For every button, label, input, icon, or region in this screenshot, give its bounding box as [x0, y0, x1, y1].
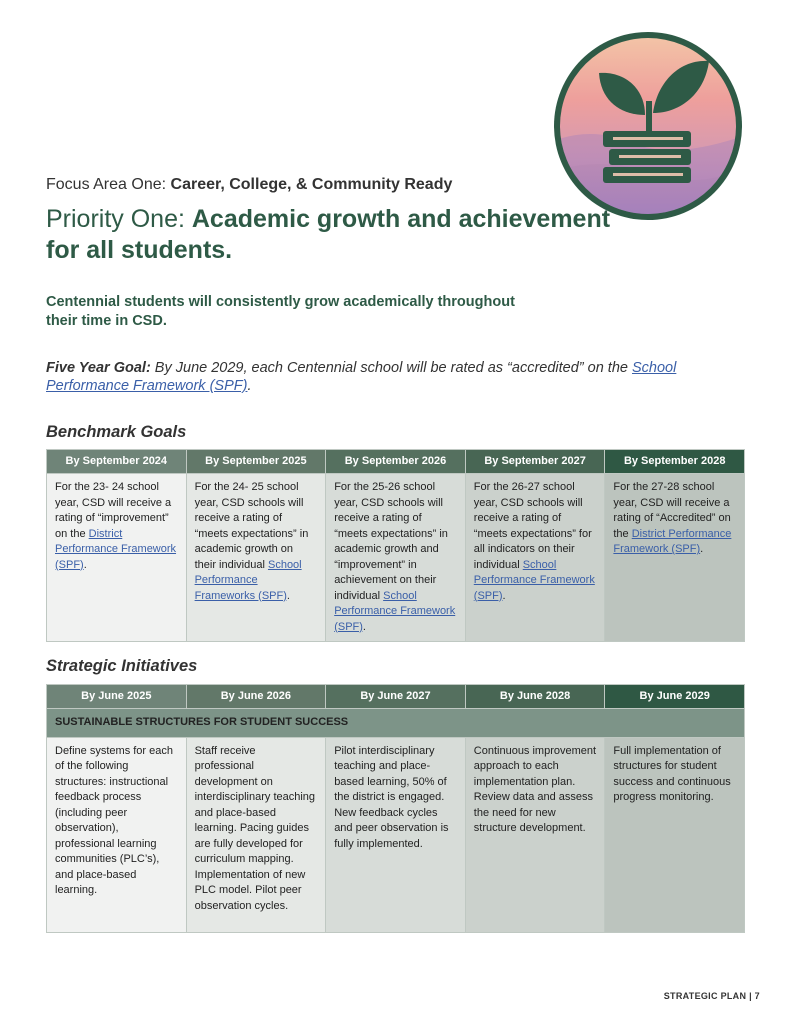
- benchmark-end: .: [83, 558, 87, 571]
- plant-books-emblem-icon: [553, 31, 743, 221]
- initiative-cell-2026: Staff receive professional development on interdisciplinary teaching and place-based learning. Pacing guides are fully developed for curriculum mapping. Implementation of new PLC model. Pilot peer observation cycles.: [186, 737, 326, 932]
- benchmark-end: .: [362, 620, 366, 633]
- initiative-header-2028: By June 2028: [465, 685, 605, 709]
- priority-title-line1: Academic growth and achievement: [191, 205, 611, 233]
- initiative-header-2029: By June 2029: [605, 685, 745, 709]
- benchmark-cell-2028: [605, 474, 745, 642]
- focus-area-title: Career, College, & Community Ready: [170, 176, 453, 193]
- initiative-header-2027: By June 2027: [326, 685, 466, 709]
- initiatives-heading: Strategic Initiatives: [46, 657, 198, 675]
- initiative-header-2025: By June 2025: [47, 685, 187, 709]
- benchmark-table: [46, 449, 745, 642]
- priority-title-line2: for all students.: [46, 236, 233, 264]
- benchmark-text: For the 25-26 school year, CSD schools will receive a rating of “meets expectations” in academic growth and “improvement” in achievement on their individual: [334, 481, 448, 602]
- benchmark-text: For the 26-27 school year, CSD schools will receive a rating of “meets expectations” for all indicators on their individual: [473, 481, 592, 571]
- benchmark-header-2027: By September 2027: [465, 450, 605, 474]
- focus-area-heading: [46, 176, 452, 194]
- spf-link[interactable]: School Performance Frameworks (SPF): [194, 558, 302, 602]
- focus-area-prefix: Focus Area One:: [46, 176, 171, 193]
- benchmark-header-2025: By September 2025: [186, 450, 326, 474]
- benchmark-cell-2026: [326, 474, 466, 642]
- benchmark-end: .: [502, 589, 506, 602]
- benchmark-text: For the 24- 25 school year, CSD schools will receive a rating of “meets expectations” in academic growth on their individual: [194, 481, 309, 571]
- spf-link[interactable]: School Performance Framework (SPF): [334, 589, 456, 633]
- dpf-link[interactable]: District Performance Framework (SPF): [55, 527, 177, 571]
- goal-label: Five Year Goal:: [46, 360, 151, 376]
- benchmark-header-2026: By September 2026: [326, 450, 466, 474]
- initiative-cell-2025: Define systems for each of the following structures: instructional feedback process (including peer observation), professional learning communities (PLC’s), and place-based learning.: [47, 737, 187, 932]
- priority-prefix: Priority One:: [46, 205, 192, 233]
- benchmark-cell-2024: [47, 474, 187, 642]
- initiatives-table: [46, 684, 745, 933]
- benchmark-cell-2027: [465, 474, 605, 642]
- five-year-goal: [46, 359, 746, 395]
- intro-statement: Centennial students will consistently grow academically throughout their time in CSD.: [46, 294, 515, 329]
- benchmark-header-2024: By September 2024: [47, 450, 187, 474]
- initiative-header-2026: By June 2026: [186, 685, 326, 709]
- spf-link[interactable]: School Performance Framework (SPF): [46, 360, 677, 394]
- initiative-band: SUSTAINABLE STRUCTURES FOR STUDENT SUCCESS: [47, 709, 745, 738]
- spf-link[interactable]: School Performance Framework (SPF): [473, 558, 595, 602]
- initiative-cell-2029: Full implementation of structures for student success and continuous progress monitoring.: [605, 737, 745, 932]
- benchmark-end: .: [700, 543, 704, 555]
- benchmark-header-2028: By September 2028: [605, 450, 745, 474]
- benchmark-heading: Benchmark Goals: [46, 423, 187, 441]
- dpf-link[interactable]: District Performance Framework (SPF): [613, 527, 732, 555]
- benchmark-cell-2025: [186, 474, 326, 642]
- benchmark-end: .: [286, 589, 290, 602]
- benchmark-text: For the 27-28 school year, CSD will receive a rating of “Accredited” on the: [613, 481, 731, 540]
- goal-text: By June 2029, each Centennial school will be rated as “accredited” on the: [150, 360, 632, 376]
- benchmark-text: For the 23- 24 school year, CSD will receive a rating of “improvement” on the: [55, 481, 172, 540]
- initiative-cell-2028: Continuous improvement approach to each implementation plan. Review data and assess the need for new structure development.: [465, 737, 605, 932]
- initiative-cell-2027: Pilot interdisciplinary teaching and place-based learning, 50% of the district is engaged. New feedback cycles and peer observation is fully implemented.: [326, 737, 466, 932]
- page-footer: STRATEGIC PLAN | 7: [663, 991, 760, 1001]
- goal-end: .: [247, 378, 252, 394]
- priority-heading: [46, 204, 610, 266]
